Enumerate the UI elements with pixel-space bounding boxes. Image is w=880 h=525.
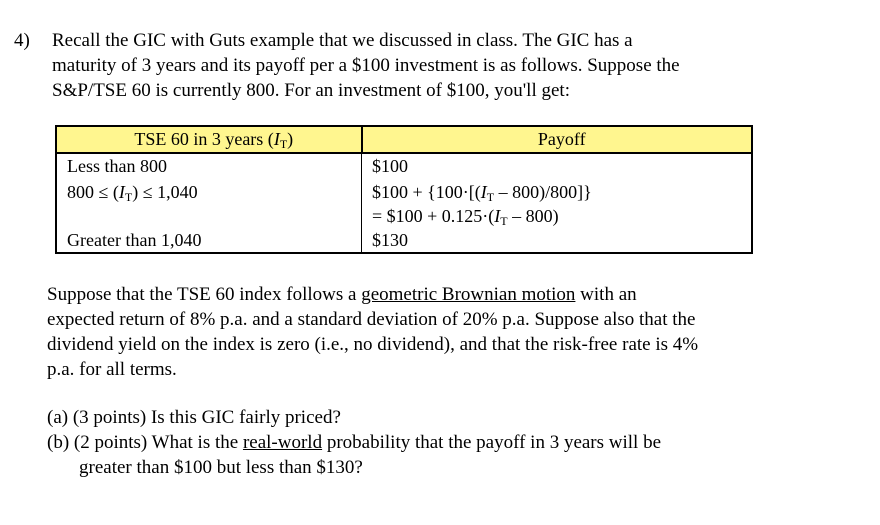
condition-cell: $800 \le (I_T) \le 1,040$ [56, 178, 362, 228]
question-parts [47, 405, 847, 480]
table-header-row [56, 126, 752, 153]
part-a: (a) (3 points) Is this GIC fairly priced? [47, 407, 341, 428]
payoff-table [55, 125, 753, 254]
assumptions-paragraph [47, 282, 847, 382]
payoff-cell: $130 [362, 228, 753, 253]
question-number: 4) [14, 30, 30, 51]
table-row [56, 153, 752, 178]
part-b-line-2: greater than $100 but less than $130? [79, 457, 363, 478]
condition-cell: Greater than 1,040 [56, 228, 362, 253]
payoff-cell: $100 + $\{100\cdot[(I_T - 800)/800]\}$ = $100 + $0.125\cdot(I_T - 800)$ [362, 178, 753, 228]
para-line-4: p.a. for all terms. [47, 359, 177, 380]
para-line-3: dividend yield on the index is zero (i.e., no dividend), and that the risk-free rate is 4% [47, 334, 699, 355]
part-b: (b) (2 points) What is the real-world probability that the payoff in 3 years will be [47, 432, 662, 453]
intro-line-1: Recall the GIC with Guts example that we discussed in class. The GIC has a [52, 30, 633, 51]
table-row [56, 178, 752, 228]
para-line-1: Suppose that the TSE 60 index follows a geometric Brownian motion with an [47, 284, 637, 305]
intro-line-2: maturity of 3 years and its payoff per a $100 investment is as follows. Suppose the [52, 55, 680, 76]
header-payoff: Payoff [362, 126, 753, 153]
gbm-term: geometric Brownian motion [361, 284, 576, 305]
payoff-cell: $100 [362, 153, 753, 178]
real-world-term: real-world [242, 432, 323, 453]
para-line-2: expected return of 8% p.a. and a standard deviation of 20% p.a. Suppose also that the [47, 309, 696, 330]
table-row [56, 228, 752, 253]
intro-line-3: S&P/TSE 60 is currently 800. For an investment of $100, you'll get: [52, 80, 570, 101]
header-condition: TSE 60 in 3 years $(I_T)$ [56, 126, 362, 153]
condition-cell: Less than 800 [56, 153, 362, 178]
question-intro [52, 28, 852, 103]
